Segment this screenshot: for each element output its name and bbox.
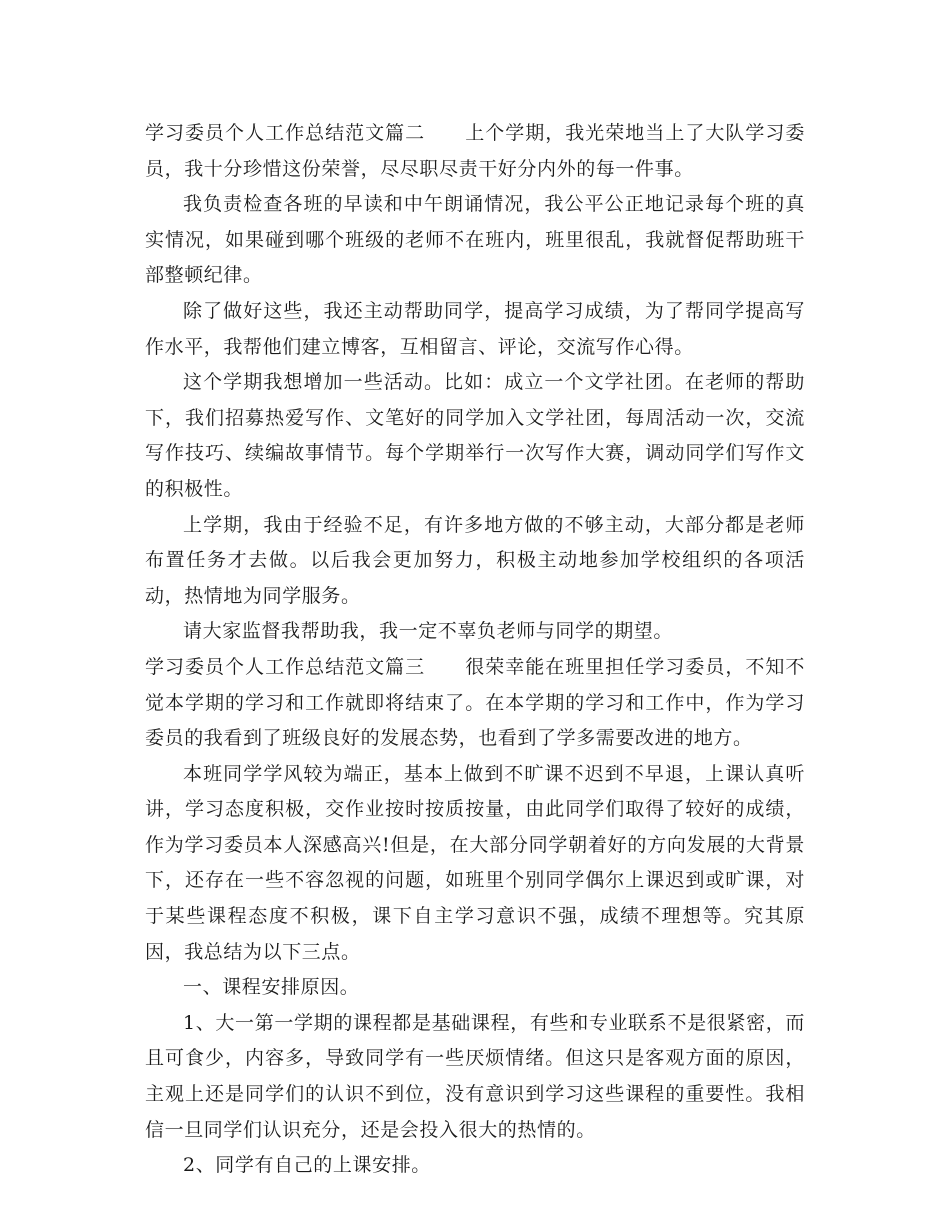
body-paragraph: 除了做好这些，我还主动帮助同学，提高学习成绩，为了帮同学提高写作水平，我帮他们建立博客，互相留言、评论，交流写作心得。 — [145, 299, 805, 358]
body-paragraph: 我负责检查各班的早读和中午朗诵情况，我公平公正地记录每个班的真实情况，如果碰到哪个班级的老师不在班内，班里很乱，我就督促帮助班干部整顿纪律。 — [145, 193, 805, 287]
list-item-paragraph: 1、大一第一学期的课程都是基础课程，有些和专业联系不是很紧密，而且可食少，内容多，导致同学有一些厌烦情绪。但这只是客观方面的原因，主观上还是同学们的认识不到位，没有意识到学习这些课程的重要性。我相信一旦同学们认识充分，还是会投入很大的热情的。 — [145, 1011, 805, 1141]
section-paragraph-1: 学习委员个人工作总结范文篇二 上个学期，我光荣地当上了大队学习委员，我十分珍惜这份荣誉，尽尽职尽责干好分内外的每一件事。 — [145, 122, 805, 180]
body-paragraph: 本班同学学风较为端正，基本上做到不旷课不迟到不早退，上课认真听讲，学习态度积极，交作业按时按质按量，由此同学们取得了较好的成绩，作为学习委员本人深感高兴!但是，在大部分同学朝着好的方向发展的大背景下，还存在一些不容忽视的问题，如班里个别同学偶尔上课迟到或旷课，对于某些课程态度不积极，课下自主学习意识不强，成绩不理想等。究其原因，我总结为以下三点。 — [145, 762, 805, 963]
section-paragraph-2: 学习委员个人工作总结范文篇三 很荣幸能在班里担任学习委员，不知不觉本学期的学习和工作就即将结束了。在本学期的学习和工作中，作为学习委员的我看到了班级良好的发展态势，也看到了学多需要改进的地方。 — [145, 655, 805, 750]
body-paragraph: 上学期，我由于经验不足，有许多地方做的不够主动，大部分都是老师布置任务才去做。以后我会更加努力，积极主动地参加学校组织的各项活动，热情地为同学服务。 — [145, 513, 805, 607]
body-paragraph: 这个学期我想增加一些活动。比如：成立一个文学社团。在老师的帮助下，我们招募热爱写作、文笔好的同学加入文学社团，每周活动一次，交流写作技巧、续编故事情节。每个学期举行一次写作大赛，调动同学们写作文的积极性。 — [145, 371, 805, 500]
subheading-paragraph: 一、课程安排原因。 — [183, 976, 360, 999]
document-body — [145, 116, 805, 1184]
body-paragraph: 请大家监督我帮助我，我一定不辜负老师与同学的期望。 — [183, 620, 674, 643]
list-item-paragraph: 2、同学有自己的上课安排。 — [183, 1154, 431, 1177]
